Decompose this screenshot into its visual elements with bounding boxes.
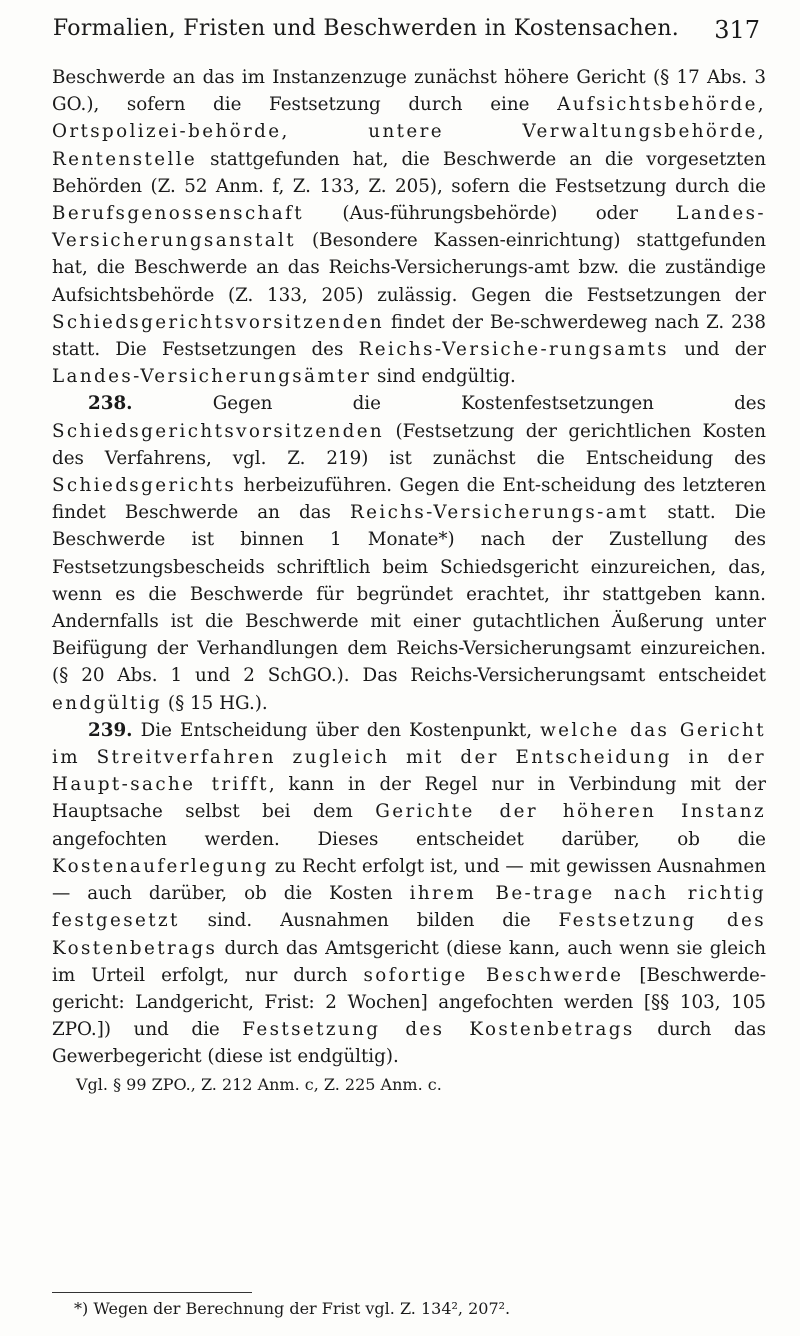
page-number: 317 bbox=[714, 16, 760, 44]
emphasized-term: Landes-Versicherungsämter bbox=[52, 366, 372, 388]
text-run: zu Recht erfolgt ist, und — mit gewissen Ausnahmen — auch darüber, ob die Kosten bbox=[52, 855, 766, 905]
emphasized-term: sofortige Beschwerde bbox=[363, 964, 624, 986]
emphasized-term: Reichs-Versicherungs-amt bbox=[349, 502, 649, 524]
paragraph-239 bbox=[52, 717, 766, 1071]
emphasized-term: Aufsichtsbehörde, Ortspolizei-behörde, untere Verwaltungsbehörde, Rentenstelle bbox=[52, 94, 766, 170]
paragraph-238 bbox=[52, 390, 766, 716]
text-run: stattgefunden hat, die Beschwerde an die vorgesetzten Behörden (Z. 52 Anm. f, Z. 133, Z. 205), sofern die Festsetzung durch die bbox=[52, 148, 766, 197]
emphasized-term: Berufsgenossenschaft bbox=[52, 203, 304, 225]
running-head bbox=[52, 16, 760, 60]
text-run: durch das Amtsgericht (diese kann, auch wenn sie gleich im Urteil erfolgt, nur durch bbox=[52, 937, 766, 986]
text-run: statt. Die Beschwerde ist binnen 1 Monate*) nach der Zustellung des Festsetzungsbescheids schriftlich beim Schiedsgericht einzureichen, das, wenn es die Beschwerde für begründet erachtet, ihr stattgeben kann. Andernfalls ist die Beschwerde mit einer gutachtlichen Äußerung unter Beifügung der Verhandlungen dem Reichs-Versicherungsamt einzureichen. (§ 20 Abs. 1 und 2 SchGO.). Das Reichs-Versicherungsamt entscheidet bbox=[52, 502, 766, 687]
text-run: Die Entscheidung über den Kostenpunkt, bbox=[132, 719, 541, 741]
footnote-rule bbox=[52, 1292, 252, 1293]
emphasized-term: ihrem Be-trage nach richtig festgesetzt bbox=[52, 883, 766, 932]
text-run: (§ 15 HG.). bbox=[162, 692, 268, 714]
running-title: Formalien, Fristen und Beschwerden in Kostensachen. bbox=[52, 16, 680, 41]
text-run: sind. Ausnahmen bilden die bbox=[179, 910, 559, 932]
emphasized-term: Schiedsgerichtsvorsitzenden bbox=[52, 311, 385, 333]
text-run: Gegen die Kostenfestsetzungen des bbox=[132, 393, 766, 415]
emphasized-term: Landes-Versicherungsanstalt bbox=[52, 203, 766, 252]
text-run: (Besondere Kassen-einrichtung) stattgefunden hat, die Beschwerde an das Reichs-Versicherungs-amt bzw. die zuständige Aufsichtsbehörde (Z. 133, 205) zulässig. Gegen die Festsetzungen der bbox=[52, 230, 766, 306]
text-run: (Festsetzung der gerichtlichen Kosten des Verfahrens, vgl. Z. 219) ist zunächst die Entscheidung des bbox=[52, 420, 766, 469]
body-text bbox=[52, 64, 766, 1098]
text-run: angefochten werden. Dieses entscheidet darüber, ob die bbox=[52, 828, 766, 850]
footnote: *) Wegen der Berechnung der Frist vgl. Z. 134², 207². bbox=[74, 1299, 511, 1318]
text-run: [Beschwerde-gericht: Landgericht, Frist: 2 Wochen] angefochten werden [§§ 103, 105 ZPO.]) und die bbox=[52, 964, 766, 1041]
emphasized-term: Festsetzung des Kostenbetrags bbox=[242, 1019, 635, 1041]
text-run: , kann in der Regel nur in Verbindung mit der Hauptsache selbst bei dem bbox=[52, 774, 766, 823]
emphasized-term: Reichs-Versiche-rungsamts bbox=[358, 339, 669, 361]
reference-line: Vgl. § 99 ZPO., Z. 212 Anm. c, Z. 225 Anm. c. bbox=[76, 1074, 442, 1094]
emphasized-term: Gerichte der höheren Instanz bbox=[375, 801, 767, 823]
section-number: 238. bbox=[88, 393, 133, 415]
paragraph-continuation bbox=[52, 64, 766, 390]
emphasized-term: Kostenauferlegung bbox=[52, 855, 269, 877]
emphasized-term: welche das Gericht im Streitverfahren zugleich mit der Entscheidung in der Haupt-sache trifft bbox=[52, 719, 766, 796]
text-run: herbeizuführen. Gegen die Ent-scheidung des letzteren findet Beschwerde an das bbox=[52, 475, 766, 524]
emphasized-term: Festsetzung des Kostenbetrags bbox=[52, 910, 767, 959]
emphasized-term: Schiedsgerichtsvorsitzenden bbox=[52, 420, 385, 442]
section-number: 239. bbox=[88, 719, 133, 741]
text-run: Beschwerde an das im Instanzenzuge zunächst höhere Gericht (§ 17 Abs. 3 GO.), sofern die Festsetzung durch eine bbox=[52, 67, 766, 116]
emphasized-term: endgültig bbox=[52, 692, 163, 714]
text-run: durch das Gewerbegericht (diese ist endgültig). bbox=[52, 1019, 767, 1068]
text-run: und der bbox=[668, 339, 766, 361]
emphasized-term: Schiedsgerichts bbox=[52, 475, 237, 497]
text-run: findet der Be-schwerdeweg nach Z. 238 statt. Die Festsetzungen des bbox=[52, 311, 766, 361]
text-run: (Aus-führungsbehörde) oder bbox=[303, 203, 677, 225]
text-run: sind endgültig. bbox=[371, 366, 516, 388]
